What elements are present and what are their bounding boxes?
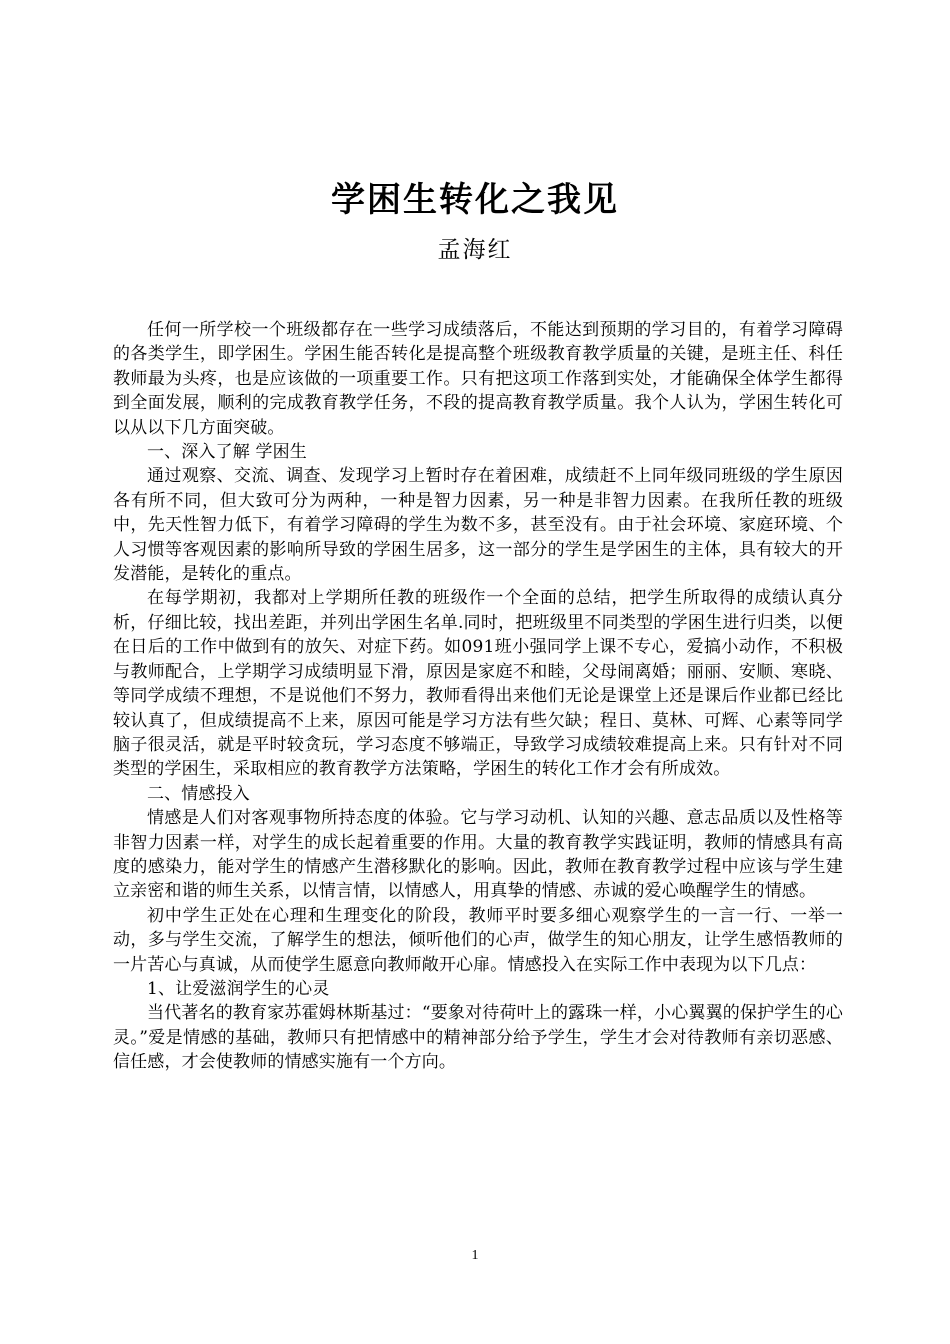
author-name: 孟海红 xyxy=(437,237,513,263)
section-heading-2: 二、情感投入 xyxy=(147,783,250,804)
paragraph-section1-a: 通过观察、交流、调查、发现学习上暂时存在着困难，成绩赶不上同年级同班级的学生原因各有所不同，但大致可分为两种，一种是智力因素，另一种是非智力因素。在我所任教的班级中，先天性智力低下，有着学习障碍的学生为数不多，甚至没有。由于社会环境、家庭环境、个人习惯等客观因素的影响所导致的学困生居多，这一部分的学生是学困生的主体，具有较大的开发潜能，是转化的重点。 xyxy=(113,466,843,585)
paragraph-section1-b: 在每学期初，我都对上学期所任教的班级作一个全面的总结，把学生所取得的成绩认真分析，仔细比较，找出差距，并列出学困生名单.同时，把班级里不同类型的学困生进行归类，以便在日后的工作中做到有的放矢、对症下药。如091班小强同学上课不专心，爱搞小动作，不积极与教师配合，上学期学习成绩明显下滑，原因是家庭不和睦，父母闹离婚；丽丽、安顺、寒晓、等同学成绩不理想，不是说他们不努力，教师看得出来他们无论是课堂上还是课后作业都已经比较认真了，但成绩提高不上来，原因可能是学习方法有些欠缺；程日、莫林、可辉、心素等同学脑子很灵活，就是平时较贪玩，学习态度不够端正，导致学习成绩较难提高上来。只有针对不同类型的学困生，采取相应的教育教学方法策略，学困生的转化工作才会有所成效。 xyxy=(113,588,843,780)
section-heading-1: 一、深入了解 学困生 xyxy=(147,442,307,463)
page-number: 1 xyxy=(471,1248,479,1263)
paragraph-intro: 任何一所学校一个班级都存在一些学习成绩落后，不能达到预期的学习目的，有着学习障碍的各类学生，即学困生。学困生能否转化是提高整个班级教育教学质量的关键，是班主任、科任教师最为头疼，也是应该做的一项重要工作。只有把这项工作落到实处，才能确保全体学生都得到全面发展，顺利的完成教育教学任务，不段的提高教育教学质量。我个人认为，学困生转化可以从以下几方面突破。 xyxy=(113,320,843,438)
document-body xyxy=(113,318,843,1075)
paragraph-section2-a: 情感是人们对客观事物所持态度的体验。它与学习动机、认知的兴趣、意志品质以及性格等非智力因素一样，对学生的成长起着重要的作用。大量的教育教学实践证明，教师的情感具有高度的感染力，能对学生的情感产生潜移默化的影响。因此，教师在教育教学过程中应该与学生建立亲密和谐的师生关系，以情言情，以情感人，用真挚的情感、赤诚的爱心唤醒学生的情感。 xyxy=(113,808,843,902)
paragraph-subsection1: 当代著名的教育家苏霍姆林斯基过：“要象对待荷叶上的露珠一样，小心翼翼的保护学生的心灵。”爱是情感的基础，教师只有把情感中的精神部分给予学生，学生才会对待教师有亲切恶感、信任感，才会使教师的情感实施有一个方向。 xyxy=(113,1003,843,1073)
paragraph-section2-b: 初中学生正处在心理和生理变化的阶段，教师平时要多细心观察学生的一言一行、一举一动，多与学生交流，了解学生的想法，倾听他们的心声，做学生的知心朋友，让学生感悟教师的一片苦心与真诚，从而使学生愿意向教师敞开心扉。情感投入在实际工作中表现为以下几点： xyxy=(113,905,843,975)
document-title: 学困生转化之我见 xyxy=(331,180,619,220)
subsection-heading-1: 1、让爱滋润学生的心灵 xyxy=(147,978,330,999)
